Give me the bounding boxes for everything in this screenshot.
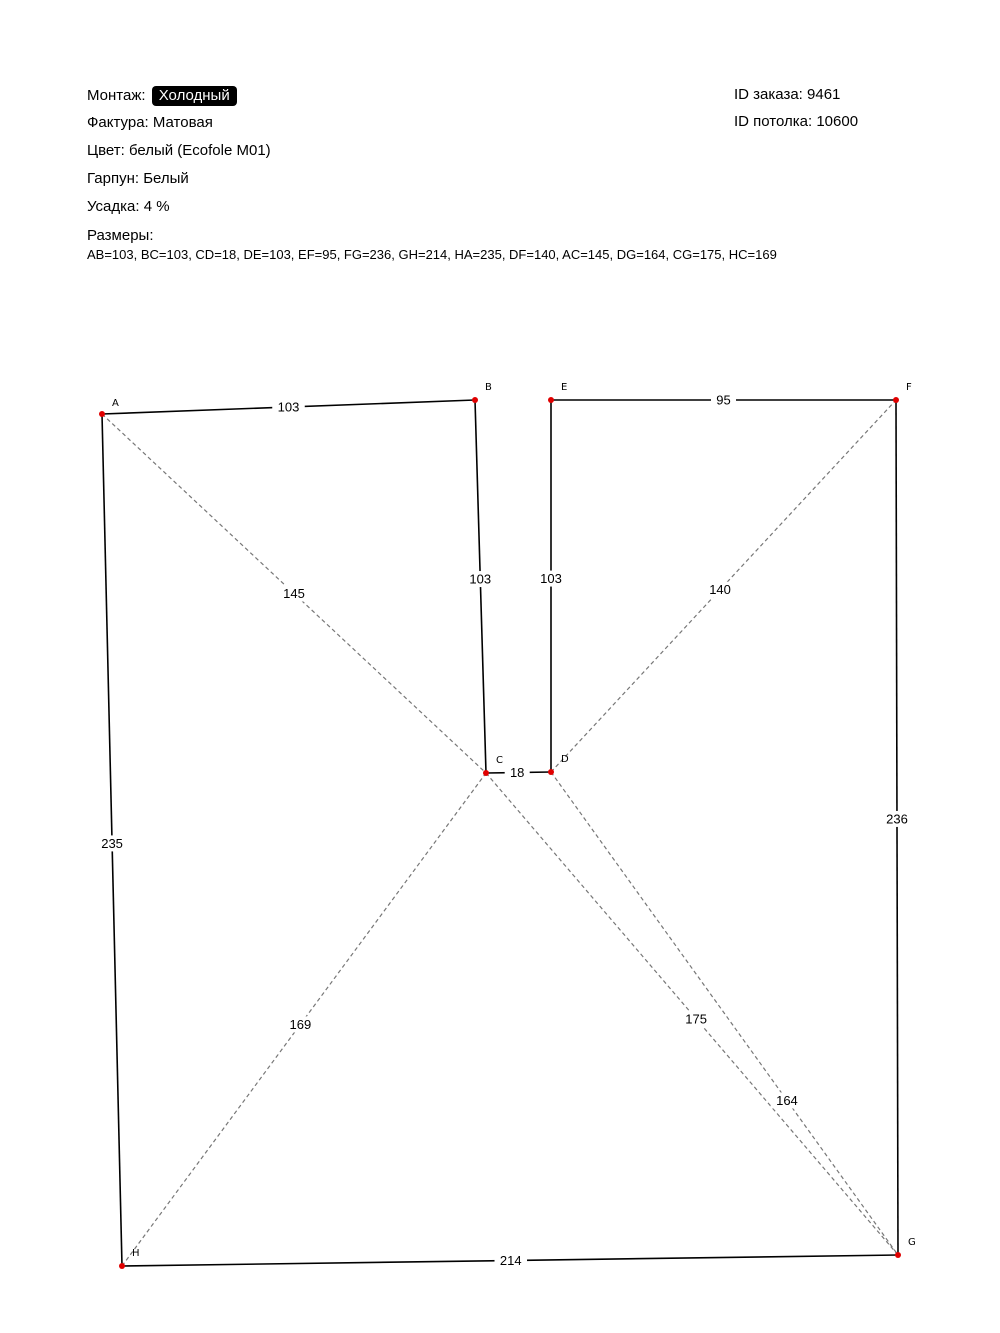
- vertex-a: [99, 411, 105, 417]
- shrink-text: Усадка: 4 %: [87, 198, 170, 215]
- length-label-h-a: 235: [101, 835, 123, 851]
- vertex-h: [119, 1263, 125, 1269]
- mount-label: Монтаж:: [87, 87, 146, 104]
- ceiling-id: ID потолка: 10600: [734, 113, 859, 130]
- vertex-f: [893, 397, 899, 403]
- vertex-c: [483, 770, 489, 776]
- edge-f-g: [896, 400, 898, 1255]
- vertices-layer: [99, 382, 916, 1269]
- vertex-label-f: F: [906, 382, 912, 393]
- vertex-label-b: B: [485, 382, 492, 393]
- length-label-d-g: 164: [776, 1092, 798, 1108]
- vertex-b: [472, 397, 478, 403]
- vertex-label-a: A: [112, 398, 119, 409]
- harpoon-text: Гарпун: Белый: [87, 170, 189, 187]
- length-labels-layer: [96, 392, 913, 1268]
- length-label-b-c: 103: [469, 571, 492, 587]
- diagonal-d-g: [551, 772, 898, 1255]
- length-label-e-f: 95: [716, 392, 731, 408]
- vertex-e: [548, 397, 554, 403]
- length-label-f-g: 236: [886, 811, 908, 827]
- length-label-h-c: 169: [289, 1016, 312, 1032]
- texture-text: Фактура: Матовая: [87, 114, 213, 131]
- length-label-c-d: 18: [509, 765, 525, 781]
- edges-layer: [102, 400, 898, 1266]
- length-label-d-f: 140: [709, 582, 731, 598]
- vertex-g: [895, 1252, 901, 1258]
- diagonals-layer: [102, 400, 898, 1266]
- length-label-g-h: 214: [499, 1252, 522, 1268]
- order-id: ID заказа: 9461: [734, 86, 841, 103]
- vertex-label-e: E: [561, 382, 568, 393]
- vertex-d: [548, 769, 554, 775]
- length-label-a-b: 103: [277, 399, 300, 415]
- vertex-label-c: C: [496, 755, 503, 766]
- color-text: Цвет: белый (Ecofole M01): [87, 142, 271, 159]
- vertex-label-g: G: [908, 1237, 916, 1248]
- mount-badge: Холодный: [152, 86, 237, 106]
- vertex-label-d: D: [561, 754, 569, 765]
- sizes-title: Размеры:: [87, 227, 154, 244]
- length-label-d-e: 103: [540, 571, 562, 587]
- length-label-a-c: 145: [283, 586, 305, 601]
- length-label-c-g: 175: [685, 1011, 707, 1027]
- vertex-label-h: H: [132, 1248, 140, 1259]
- sizes-list: AB=103, BC=103, CD=18, DE=103, EF=95, FG=236, GH=214, HA=235, DF=140, AC=145, DG=164, CG=175, HC=169: [87, 247, 777, 262]
